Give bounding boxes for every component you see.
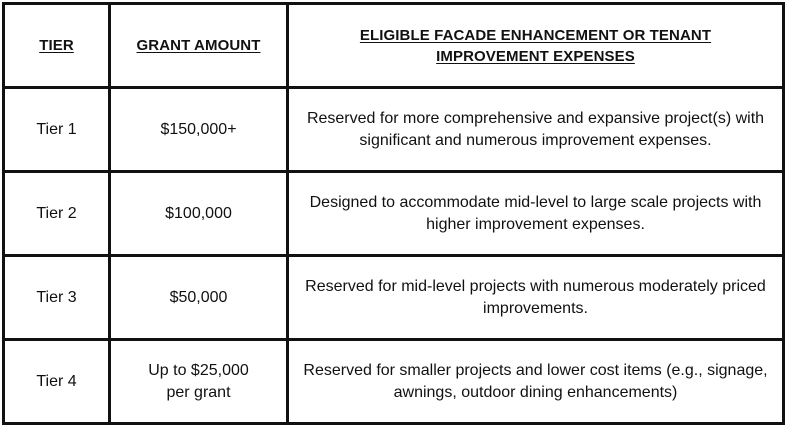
header-tier: TIER	[4, 4, 110, 88]
grant-tier-table	[2, 2, 785, 425]
description-cell: Reserved for mid-level projects with numerous moderately priced improvements.	[288, 256, 784, 340]
table-row	[4, 88, 784, 172]
table-row	[4, 340, 784, 424]
amount-cell: $50,000	[110, 256, 288, 340]
table-row	[4, 256, 784, 340]
amount-cell: Up to $25,000 per grant	[110, 340, 288, 424]
description-cell: Designed to accommodate mid-level to large scale projects with higher improvement expenses.	[288, 172, 784, 256]
tier-cell: Tier 4	[4, 340, 110, 424]
amount-cell: $100,000	[110, 172, 288, 256]
tier-cell: Tier 1	[4, 88, 110, 172]
tier-cell: Tier 2	[4, 172, 110, 256]
amount-cell: $150,000+	[110, 88, 288, 172]
description-cell: Reserved for more comprehensive and expansive project(s) with significant and numerous improvement expenses.	[288, 88, 784, 172]
header-grant-amount: GRANT AMOUNT	[110, 4, 288, 88]
header-row	[4, 4, 784, 88]
tier-cell: Tier 3	[4, 256, 110, 340]
description-cell: Reserved for smaller projects and lower cost items (e.g., signage, awnings, outdoor dining enhancements)	[288, 340, 784, 424]
table-row	[4, 172, 784, 256]
header-eligible-expenses: ELIGIBLE FACADE ENHANCEMENT OR TENANT IMPROVEMENT EXPENSES	[288, 4, 784, 88]
